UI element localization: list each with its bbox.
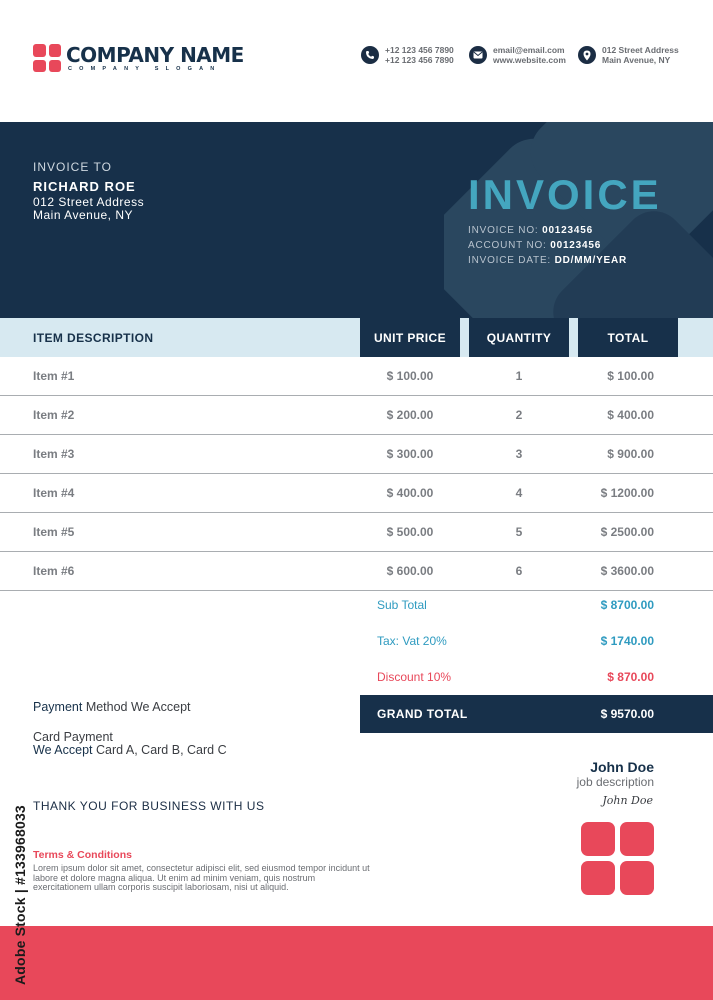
- header-unit-price: UNIT PRICE: [360, 318, 460, 357]
- item-description: Item #2: [33, 407, 75, 422]
- company-logo: [33, 44, 244, 72]
- payment-line-1: Card Payment: [33, 730, 113, 744]
- company-name: COMPANY NAME: [66, 42, 244, 67]
- signatory-job: job description: [576, 775, 654, 789]
- item-description: Item #1: [33, 368, 75, 383]
- decorative-squares-graphic: [444, 122, 713, 318]
- contact-phone: [361, 45, 454, 65]
- handwritten-signature: John Doe: [602, 794, 653, 807]
- item-description: Item #4: [33, 485, 75, 500]
- invoice-title: INVOICE: [468, 171, 662, 218]
- item-unit-price: $ 200.00: [386, 407, 434, 422]
- client-address: [33, 196, 144, 222]
- item-unit-price: $ 300.00: [386, 446, 434, 461]
- item-quantity: 3: [515, 446, 523, 461]
- item-quantity: 1: [515, 368, 523, 383]
- payment-title-rest: Method We Accept: [82, 700, 191, 714]
- tax-value: $ 1740.00: [600, 634, 654, 648]
- payment-line-2-bold: We Accept: [33, 743, 93, 757]
- table-row: [0, 513, 713, 552]
- grand-total-value: $ 9570.00: [600, 707, 654, 721]
- item-quantity: 2: [515, 407, 523, 422]
- email-address: email@email.com: [493, 45, 565, 55]
- table-row: [0, 396, 713, 435]
- item-unit-price: $ 100.00: [386, 368, 434, 383]
- invoice-date-label: INVOICE DATE:: [468, 255, 552, 266]
- table-row: [0, 552, 713, 591]
- item-total: $ 3600.00: [600, 563, 654, 578]
- payment-title-bold: Payment: [33, 700, 83, 714]
- payment-method-title: [33, 700, 191, 714]
- item-unit-price: $ 400.00: [386, 485, 434, 500]
- address-line-1: 012 Street Address: [602, 45, 679, 55]
- item-description: Item #6: [33, 563, 75, 578]
- phone-icon: [361, 46, 379, 64]
- subtotal-value: $ 8700.00: [600, 598, 654, 612]
- discount-row: [377, 670, 654, 684]
- invoice-to-label: INVOICE TO: [33, 160, 112, 174]
- invoice-number-label: INVOICE NO:: [468, 225, 539, 236]
- footer-bar: [0, 926, 713, 1000]
- contact-address: [578, 45, 679, 65]
- invoice-number-value: 00123456: [542, 225, 593, 236]
- tax-row: [377, 634, 654, 648]
- account-number: [468, 240, 601, 251]
- item-description: Item #5: [33, 524, 75, 539]
- mail-icon: [469, 46, 487, 64]
- discount-value: $ 870.00: [607, 670, 654, 684]
- tax-label: Tax: Vat 20%: [377, 634, 447, 648]
- logo-squares-icon: [33, 44, 61, 72]
- company-slogan: COMPANY SLOGAN: [68, 65, 222, 72]
- item-quantity: 6: [515, 563, 523, 578]
- client-address-line-1: 012 Street Address: [33, 195, 145, 209]
- item-quantity: 5: [515, 524, 523, 539]
- subtotal-label: Sub Total: [377, 598, 427, 612]
- phone-number-2: +12 123 456 7890: [385, 55, 454, 65]
- items-table-header: [0, 318, 713, 357]
- grand-total-label: GRAND TOTAL: [377, 707, 468, 721]
- account-number-value: 00123456: [550, 240, 602, 251]
- terms-title: Terms & Conditions: [33, 849, 132, 861]
- contact-email: [469, 45, 566, 65]
- header-quantity: QUANTITY: [469, 318, 569, 357]
- terms-text: Lorem ipsum dolor sit amet, consectetur adipisci elit, sed eiusmod tempor incidunt ut labore et dolore magna aliqua. Ut enim ad minim veniam, quis nostrum exercitationem ullam corporis suscipit laboriosam, nisi ut aliquid.: [33, 863, 370, 892]
- item-quantity: 4: [515, 485, 523, 500]
- client-name: RICHARD ROE: [33, 179, 136, 194]
- item-unit-price: $ 600.00: [386, 563, 434, 578]
- brand-squares-icon: [581, 822, 654, 895]
- payment-line-2-rest: Card A, Card B, Card C: [92, 743, 227, 757]
- header-total: TOTAL: [578, 318, 678, 357]
- item-description: Item #3: [33, 446, 75, 461]
- item-total: $ 1200.00: [600, 485, 654, 500]
- item-unit-price: $ 500.00: [386, 524, 434, 539]
- account-number-label: ACCOUNT NO:: [468, 240, 547, 251]
- address-line-2: Main Avenue, NY: [602, 55, 671, 65]
- header-item-description: ITEM DESCRIPTION: [33, 330, 154, 345]
- invoice-header-band: [0, 122, 713, 318]
- invoice-number: [468, 225, 593, 236]
- location-pin-icon: [578, 46, 596, 64]
- phone-number-1: +12 123 456 7890: [385, 45, 454, 55]
- invoice-date: [468, 255, 627, 266]
- item-total: $ 100.00: [607, 368, 654, 383]
- item-total: $ 400.00: [607, 407, 654, 422]
- client-address-line-2: Main Avenue, NY: [33, 208, 134, 222]
- payment-details: [33, 731, 227, 757]
- thank-you-message: THANK YOU FOR BUSINESS WITH US: [33, 799, 265, 813]
- stock-id-watermark: Adobe Stock | #133968033: [12, 805, 28, 985]
- table-row: [0, 474, 713, 513]
- website-url: www.website.com: [493, 55, 566, 65]
- item-total: $ 2500.00: [600, 524, 654, 539]
- signatory-name: John Doe: [590, 759, 654, 775]
- discount-label: Discount 10%: [377, 670, 452, 684]
- table-row: [0, 435, 713, 474]
- item-total: $ 900.00: [607, 446, 654, 461]
- grand-total-bar: [360, 695, 713, 733]
- subtotal-row: [377, 598, 654, 612]
- table-row: [0, 357, 713, 396]
- invoice-date-value: DD/MM/YEAR: [554, 255, 628, 266]
